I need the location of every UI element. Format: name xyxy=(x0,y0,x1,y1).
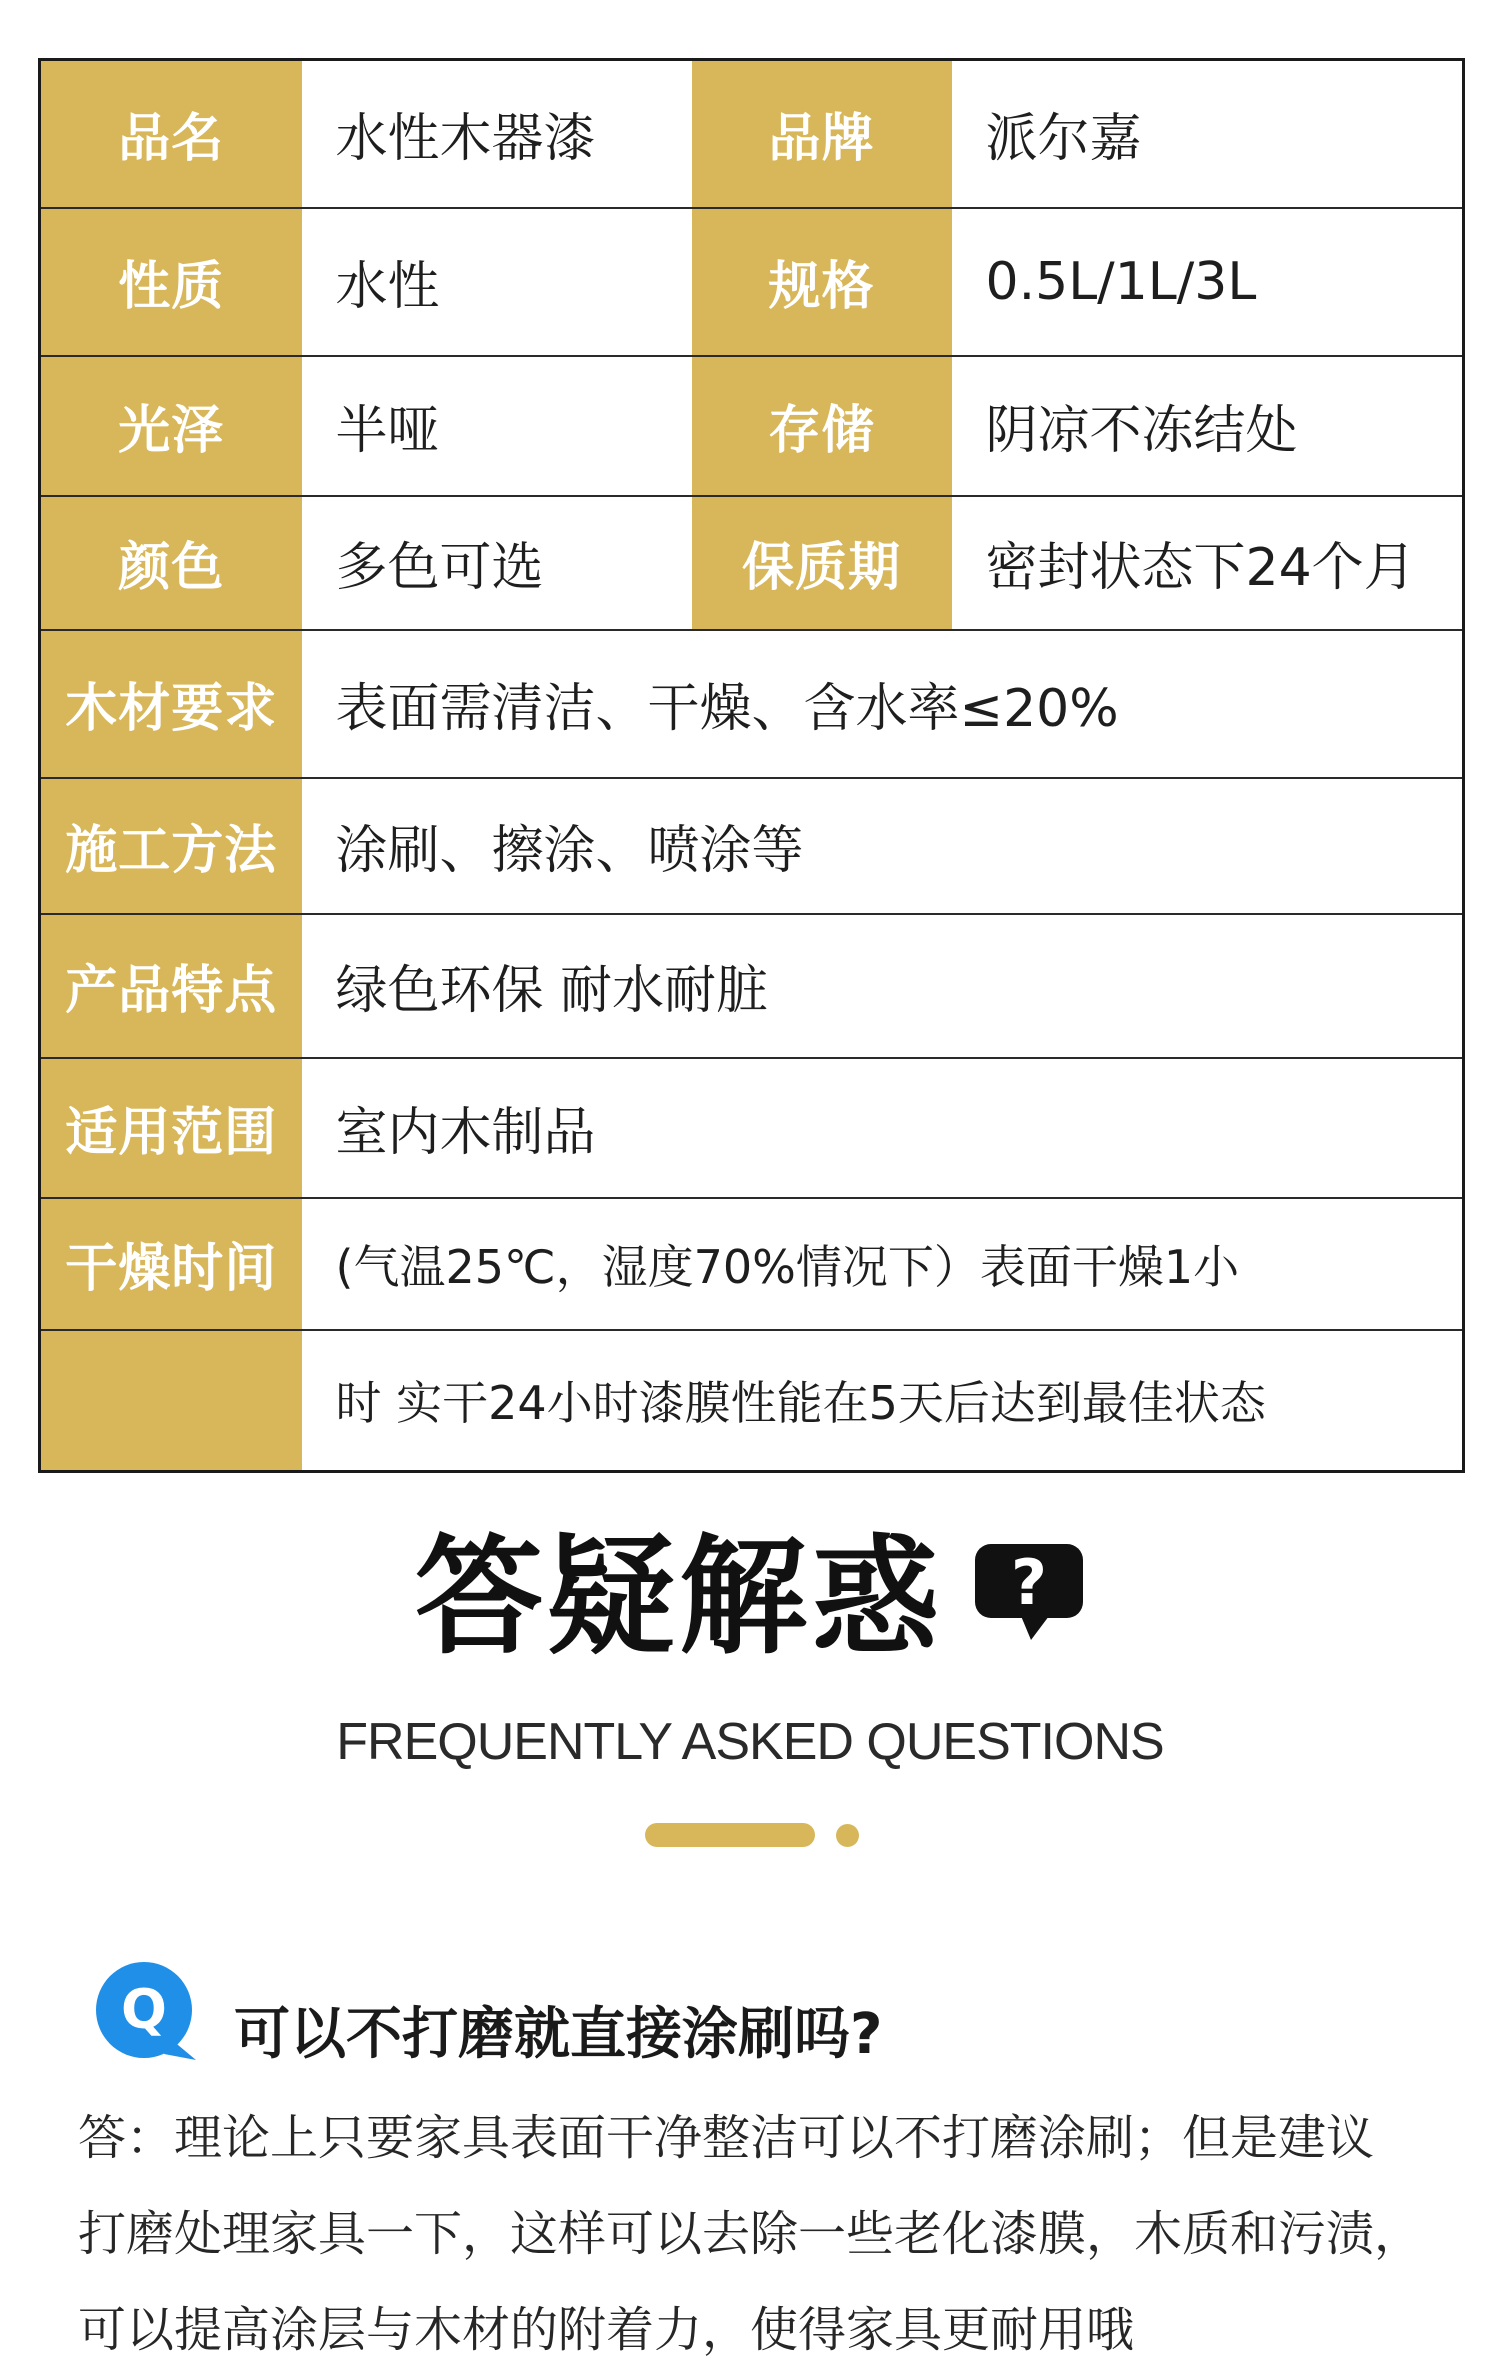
spec-value: 室内木制品 xyxy=(302,1058,1464,1198)
spec-label: 施工方法 xyxy=(40,778,302,914)
spec-value: 半哑 xyxy=(302,356,692,496)
answer-line: 答：理论上只要家具表面干净整洁可以不打磨涂刷；但是建议 xyxy=(78,2110,1375,2166)
spec-label-empty xyxy=(40,1330,302,1472)
spec-value: 绿色环保 耐水耐脏 xyxy=(302,914,1464,1058)
spec-row xyxy=(40,630,1464,778)
spec-label: 适用范围 xyxy=(40,1058,302,1198)
spec-value: 涂刷、擦涂、喷涂等 xyxy=(302,778,1464,914)
spec-label: 规格 xyxy=(692,208,952,356)
spec-value: 0.5L/1L/3L xyxy=(952,208,1464,356)
spec-label: 品名 xyxy=(40,60,302,208)
spec-value: 派尔嘉 xyxy=(952,60,1464,208)
spec-value: (气温25℃，湿度70%情况下）表面干燥1小 xyxy=(302,1198,1464,1330)
spec-row xyxy=(40,1330,1464,1472)
spec-value: 表面需清洁、干燥、含水率≤20% xyxy=(302,630,1464,778)
spec-label: 干燥时间 xyxy=(40,1198,302,1330)
spec-row xyxy=(40,356,1464,496)
spec-value: 密封状态下24个月 xyxy=(952,496,1464,630)
spec-value: 时 实干24小时漆膜性能在5天后达到最佳状态 xyxy=(302,1330,1464,1472)
spec-label: 性质 xyxy=(40,208,302,356)
q-badge-letter: Q xyxy=(121,1978,167,2041)
faq-subtitle: FREQUENTLY ASKED QUESTIONS xyxy=(336,1713,1164,1771)
spec-row xyxy=(40,208,1464,356)
spec-label: 品牌 xyxy=(692,60,952,208)
spec-label: 光泽 xyxy=(40,356,302,496)
spec-value: 阴凉不冻结处 xyxy=(952,356,1464,496)
answer-line: 打磨处理家具一下，这样可以去除一些老化漆膜，木质和污渍， xyxy=(78,2206,1423,2262)
spec-label: 木材要求 xyxy=(40,630,302,778)
decorative-dot xyxy=(836,1824,859,1847)
q-badge-icon xyxy=(94,1960,198,2064)
spec-row xyxy=(40,496,1464,630)
faq-title: 答疑解惑 xyxy=(414,1523,943,1672)
spec-row xyxy=(40,914,1464,1058)
spec-row xyxy=(40,778,1464,914)
spec-label: 产品特点 xyxy=(40,914,302,1058)
question-text: 可以不打磨就直接涂刷吗? xyxy=(234,2002,883,2067)
spec-label: 颜色 xyxy=(40,496,302,630)
spec-label: 保质期 xyxy=(692,496,952,630)
spec-row xyxy=(40,1058,1464,1198)
spec-value: 水性木器漆 xyxy=(302,60,692,208)
faq-heading xyxy=(0,1523,1500,1672)
decorative-bar xyxy=(645,1823,815,1847)
answer-line: 可以提高涂层与木材的附着力，使得家具更耐用哦 xyxy=(78,2302,1135,2358)
spec-value: 水性 xyxy=(302,208,692,356)
spec-table xyxy=(38,58,1465,1473)
answer-text xyxy=(78,2090,1478,2378)
svg-text:?: ? xyxy=(1011,1546,1047,1619)
spec-label: 存储 xyxy=(692,356,952,496)
spec-row xyxy=(40,60,1464,208)
spec-value: 多色可选 xyxy=(302,496,692,630)
question-bubble-icon xyxy=(973,1540,1085,1644)
spec-row xyxy=(40,1198,1464,1330)
